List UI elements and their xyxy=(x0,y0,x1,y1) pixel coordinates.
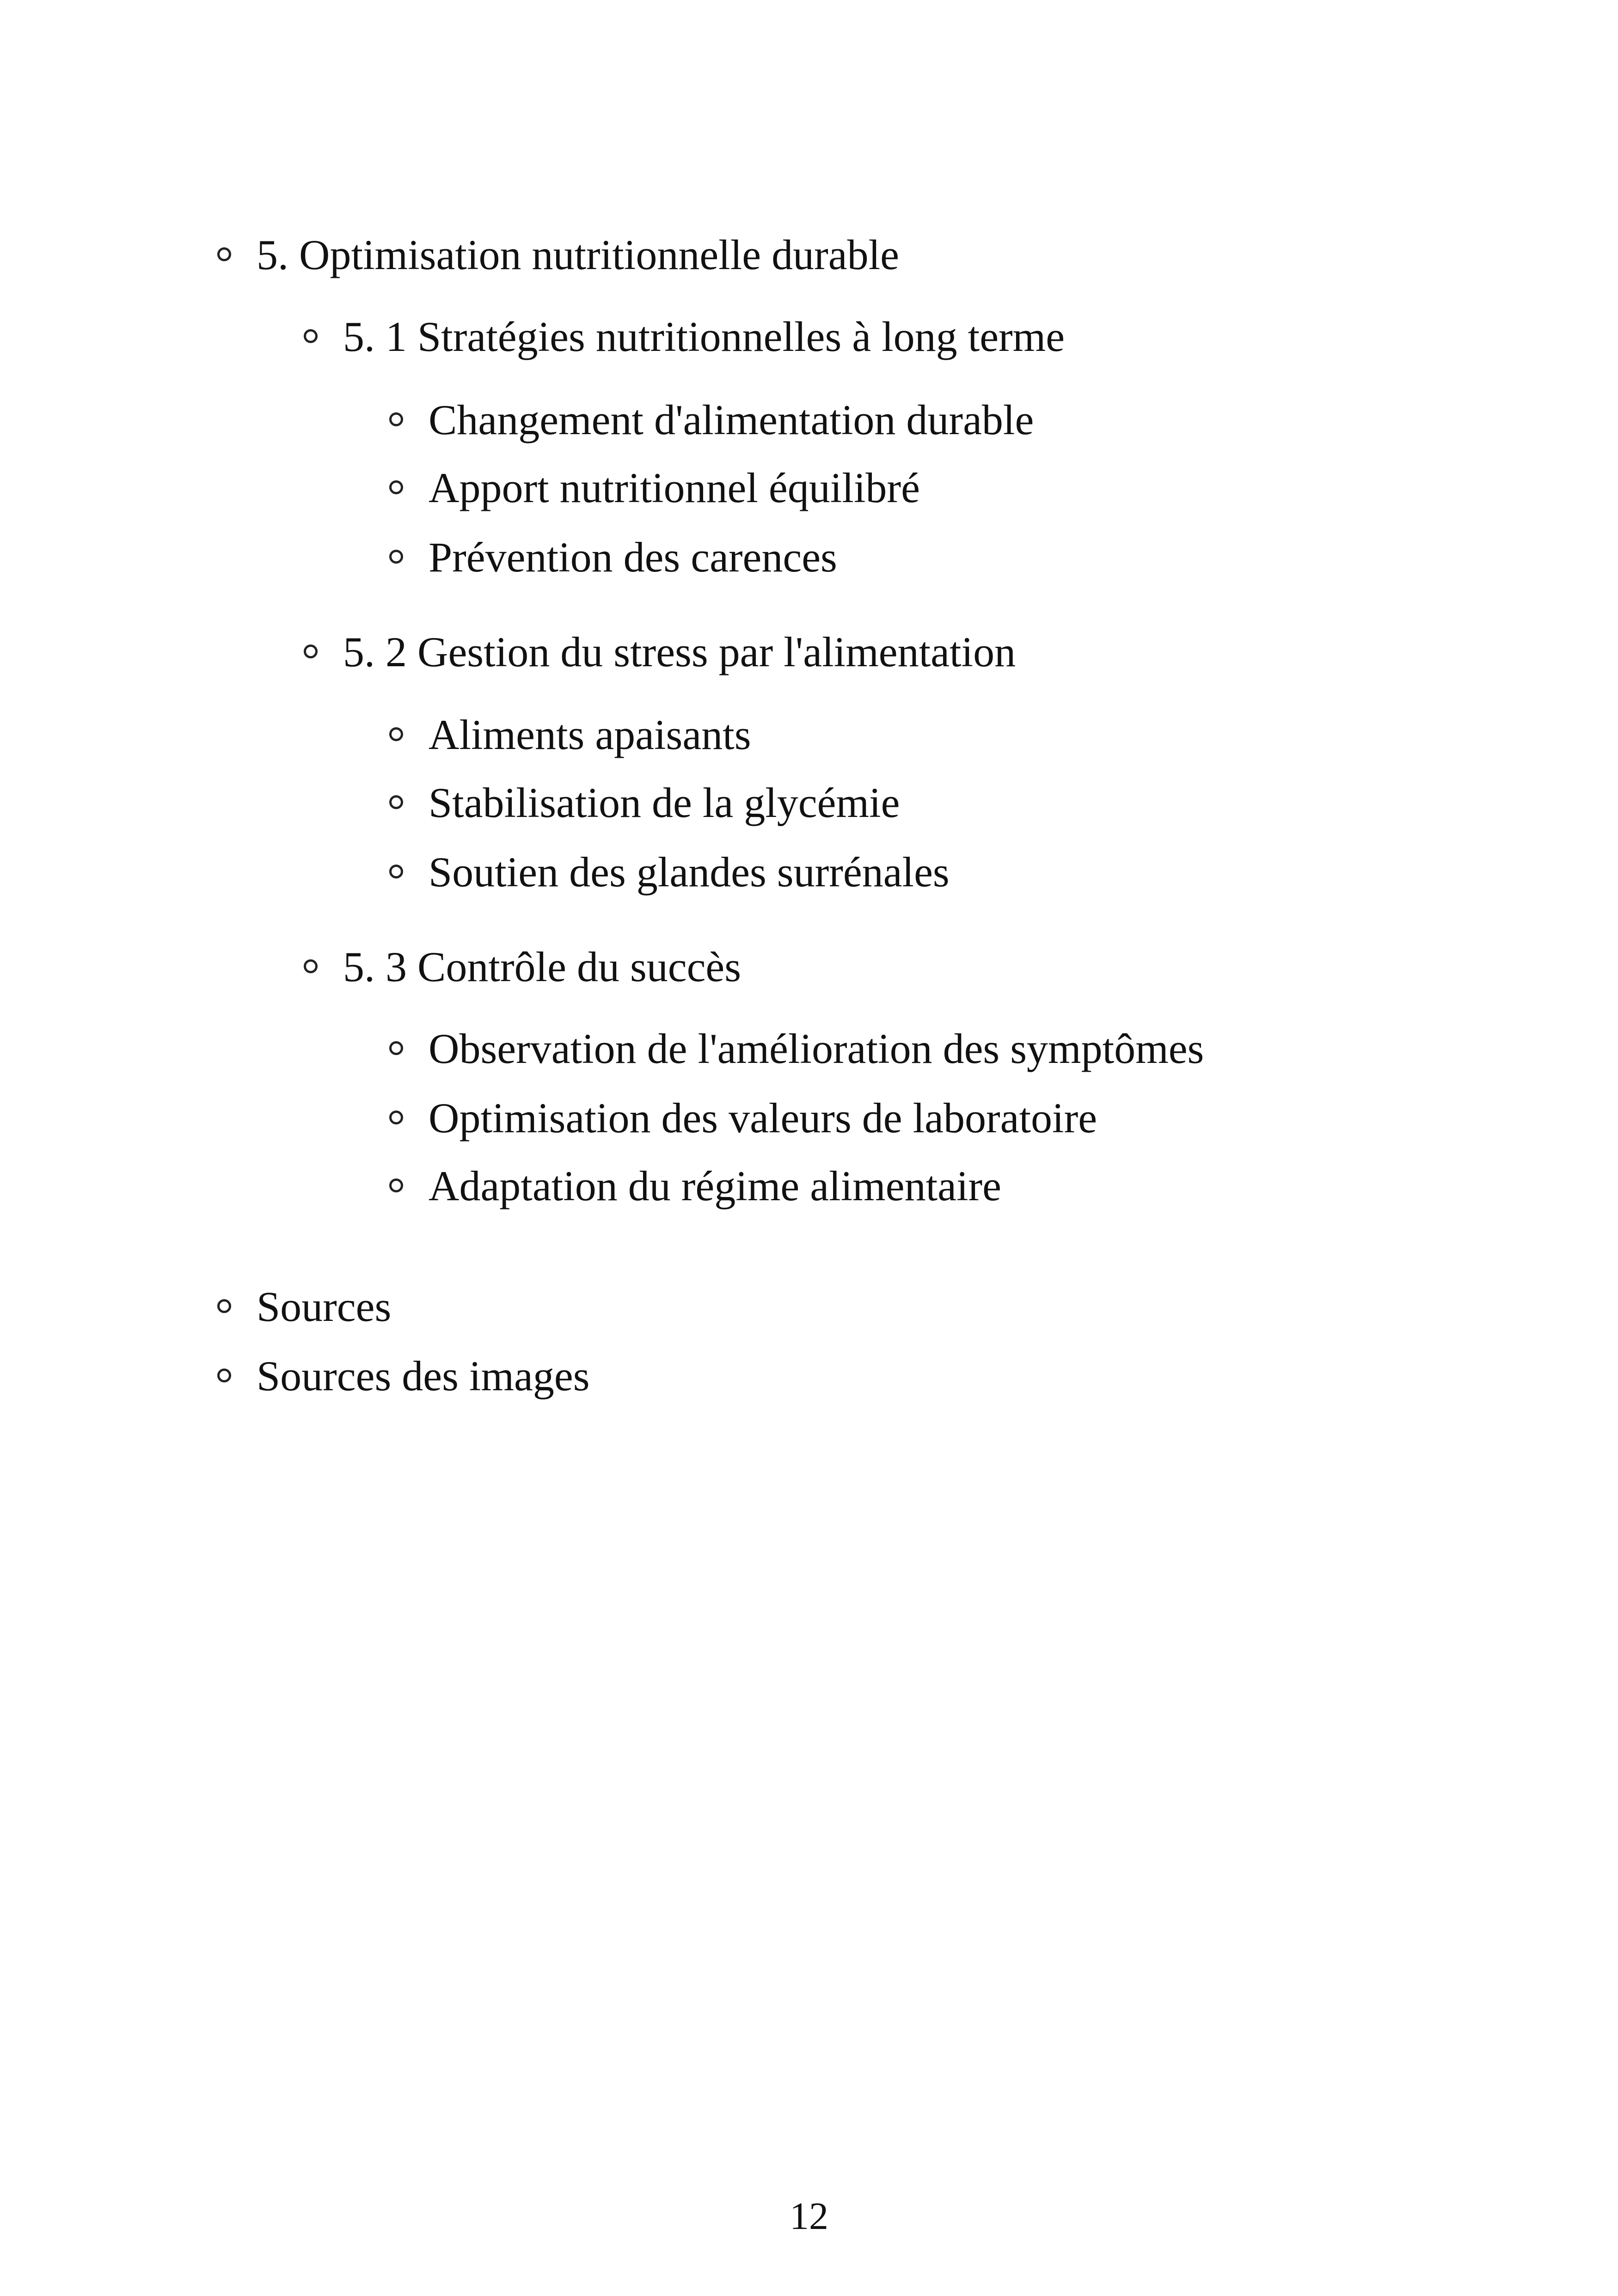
bullet-icon xyxy=(304,645,318,658)
outline-item: Soutien des glandes surrénales xyxy=(429,848,950,896)
outline-item-section-5-2: 5. 2 Gestion du stress par l'alimentation xyxy=(343,628,1016,675)
outline-item-section-5-3: 5. 3 Contrôle du succès xyxy=(343,943,742,990)
outline-item-sources: Sources xyxy=(257,1283,392,1330)
bullet-icon xyxy=(389,412,403,426)
bullet-icon xyxy=(389,1041,403,1055)
bullet-icon xyxy=(304,959,318,973)
bullet-icon xyxy=(389,550,403,564)
outline-item-section-5-1: 5. 1 Stratégies nutritionnelles à long terme xyxy=(343,313,1065,360)
outline-item: Observation de l'amélioration des symptômes xyxy=(429,1025,1204,1072)
outline-item-section-5: 5. Optimisation nutritionnelle durable xyxy=(257,231,899,278)
bullet-icon xyxy=(389,727,403,741)
bullet-icon xyxy=(389,1111,403,1124)
outline-item: Stabilisation de la glycémie xyxy=(429,779,900,826)
bullet-icon xyxy=(217,247,231,261)
bullet-icon xyxy=(389,795,403,809)
outline-item: Adaptation du régime alimentaire xyxy=(429,1162,1001,1209)
outline-item: Optimisation des valeurs de laboratoire xyxy=(429,1094,1097,1142)
outline-item: Prévention des carences xyxy=(429,534,837,581)
outline-item: Aliments apaisants xyxy=(429,711,751,758)
bullet-icon xyxy=(217,1369,231,1382)
bullet-icon xyxy=(217,1299,231,1313)
bullet-icon xyxy=(389,1179,403,1192)
outline-item-image-sources: Sources des images xyxy=(257,1352,590,1400)
outline-item: Changement d'alimentation durable xyxy=(429,396,1034,443)
bullet-icon xyxy=(389,480,403,494)
outline-item: Apport nutritionnel équilibré xyxy=(429,464,920,511)
bullet-icon xyxy=(389,865,403,878)
page-number: 12 xyxy=(790,2195,828,2238)
bullet-icon xyxy=(304,329,318,343)
